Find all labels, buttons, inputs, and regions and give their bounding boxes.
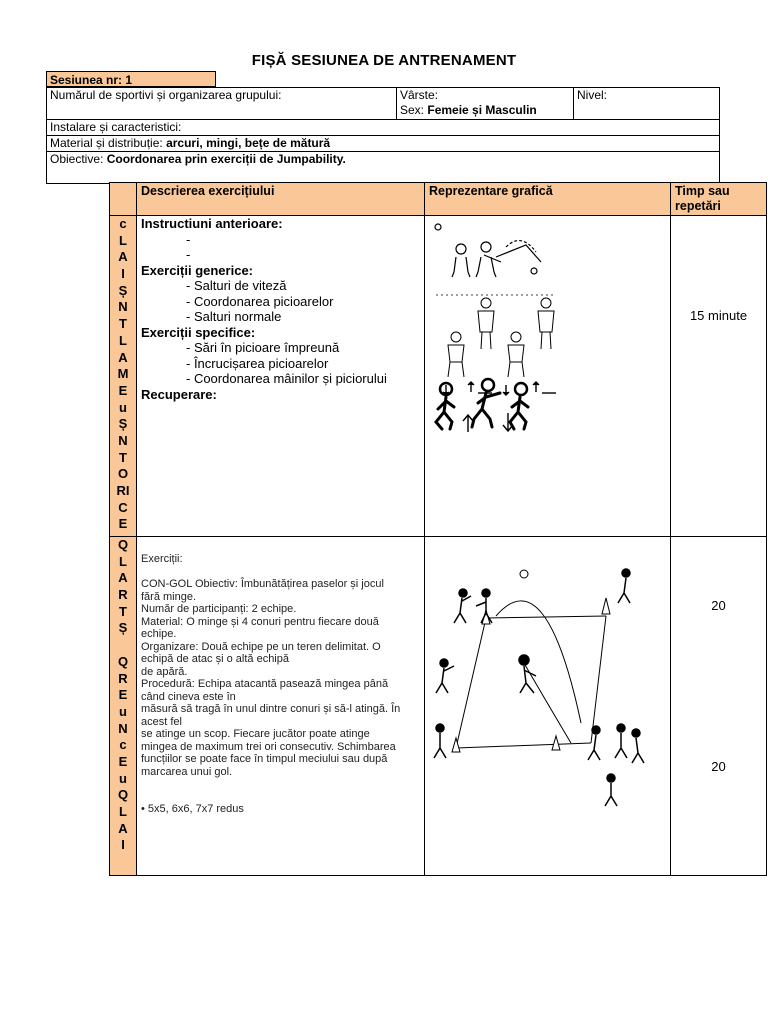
side-letter: R bbox=[118, 670, 128, 686]
description-line: Exerciții: bbox=[141, 553, 183, 565]
row2-lines bbox=[141, 553, 420, 816]
col-description: Descrierea exercițiului bbox=[137, 183, 425, 216]
side-letter: u bbox=[119, 703, 127, 719]
side-letter: M bbox=[117, 366, 129, 382]
row2-description bbox=[137, 537, 425, 876]
side-letter: C bbox=[118, 499, 128, 515]
exercise-table bbox=[109, 182, 767, 876]
material-value: arcuri, mingi, bețe de mătură bbox=[166, 136, 331, 150]
row2-side bbox=[110, 537, 137, 876]
col-graphic: Reprezentare grafică bbox=[425, 183, 671, 216]
row2-side-letters bbox=[110, 537, 136, 854]
description-line: CON-GOL Obiectiv: Îmbunătățirea paselor și jocul bbox=[141, 578, 384, 590]
side-letter: A bbox=[118, 570, 128, 586]
description-line: se atinge un scop. Fiecare jucător poate atinge bbox=[141, 728, 370, 740]
description-line bbox=[141, 791, 420, 804]
side-letter: Ș bbox=[118, 620, 128, 636]
row1-graphic bbox=[425, 216, 671, 537]
row1-description bbox=[137, 216, 425, 537]
prior-item: - bbox=[186, 231, 191, 247]
row1-side-letters bbox=[110, 216, 136, 533]
objective-cell bbox=[47, 152, 720, 184]
level-cell bbox=[574, 88, 720, 120]
specific-item: - Coordonarea mâinilor și piciorului bbox=[186, 371, 387, 386]
material-cell bbox=[47, 136, 720, 152]
description-line: echipă de atac și o altă echipă bbox=[141, 653, 289, 665]
ages-sex-cell bbox=[397, 88, 574, 120]
side-letter: A bbox=[118, 349, 128, 365]
description-line: mingea de maximum trei ori consecutiv. Schimbarea bbox=[141, 740, 396, 753]
description-line: echipe. bbox=[141, 628, 177, 640]
row2-graphic bbox=[425, 537, 671, 876]
description-line: funcțiilor se poate face în timpul meciului sau după bbox=[141, 753, 388, 765]
specific-title: Exerciții specifice: bbox=[141, 324, 256, 340]
description-line bbox=[141, 778, 420, 791]
generic-item: - Salturi de viteză bbox=[186, 278, 287, 293]
side-letter: Q bbox=[117, 653, 129, 669]
con-gol-field-illustration bbox=[426, 538, 669, 874]
side-letter: N bbox=[118, 432, 128, 448]
description-line: marcarea unui gol. bbox=[141, 765, 233, 778]
side-letter: E bbox=[118, 516, 128, 532]
sex-line bbox=[400, 103, 570, 118]
material-label: Material și distribuție: bbox=[50, 136, 163, 150]
side-letter: L bbox=[119, 332, 127, 348]
side-letter: I bbox=[121, 837, 125, 853]
side-letter: Ș bbox=[118, 282, 128, 298]
page-title: FIȘĂ SESIUNEA DE ANTRENAMENT bbox=[251, 52, 517, 69]
recovery-title: Recuperare: bbox=[141, 386, 217, 402]
side-letter: L bbox=[119, 232, 127, 248]
side-letter: T bbox=[119, 603, 127, 619]
side-letter: O bbox=[117, 466, 129, 482]
description-line: • 5x5, 6x6, 7x7 redus bbox=[141, 803, 244, 815]
side-letter: u bbox=[119, 770, 127, 786]
prior-item: - bbox=[186, 247, 191, 262]
specific-item: - Sări în picioare împreună bbox=[186, 340, 340, 355]
row1-time: 15 minute bbox=[671, 216, 767, 537]
install-label: Instalare și caracteristici: bbox=[50, 120, 182, 134]
athletes-label: Numărul de sportivi și organizarea grupului: bbox=[50, 88, 282, 102]
side-letter: c bbox=[119, 737, 127, 753]
side-letter: E bbox=[118, 687, 128, 703]
description-line: Material: O minge și 4 conuri pentru fiecare două bbox=[141, 615, 379, 628]
generic-item: - Coordonarea picioarelor bbox=[186, 293, 334, 309]
description-line: când cineva este în bbox=[141, 690, 236, 703]
col-time: Timp sau repetări bbox=[671, 183, 767, 216]
side-letter: c bbox=[119, 216, 127, 231]
jump-exercise-illustration bbox=[426, 217, 669, 535]
install-cell bbox=[47, 120, 720, 136]
side-letter bbox=[110, 637, 136, 654]
sex-label: Sex: bbox=[400, 103, 425, 117]
side-letter: RI bbox=[116, 483, 130, 498]
row2-time bbox=[671, 537, 767, 876]
header-table bbox=[46, 87, 720, 184]
side-letter: u bbox=[119, 399, 127, 415]
side-letter: Q bbox=[117, 537, 129, 552]
prior-title: Instructiuni anterioare: bbox=[141, 216, 283, 231]
description-line: fără minge. bbox=[141, 590, 197, 603]
side-letter: Ș bbox=[118, 416, 128, 432]
side-letter: A bbox=[118, 249, 128, 265]
row1-side bbox=[110, 216, 137, 537]
ages-label: Vârste: bbox=[400, 88, 439, 102]
description-line: Număr de participanți: 2 echipe. bbox=[141, 603, 297, 615]
objective-label: Obiective: bbox=[50, 152, 104, 166]
side-letter: E bbox=[118, 382, 128, 398]
side-letter: L bbox=[119, 553, 127, 569]
side-letter: T bbox=[119, 449, 127, 465]
side-letter: Q bbox=[117, 787, 129, 803]
sex-value: Femeie și Masculin bbox=[427, 103, 537, 117]
side-letter: T bbox=[119, 316, 127, 332]
description-line: Organizare: Două echipe pe un teren delimitat. O bbox=[141, 640, 381, 653]
level-label: Nivel: bbox=[577, 88, 608, 102]
side-letter: A bbox=[118, 820, 128, 836]
description-line bbox=[141, 566, 420, 579]
description-line: acest fel bbox=[141, 715, 182, 728]
athletes-cell bbox=[47, 88, 397, 120]
description-line: măsură să tragă în unul dintre conuri și să-l atingă. În bbox=[141, 703, 401, 715]
description-line: de apără. bbox=[141, 665, 188, 678]
side-letter: L bbox=[119, 804, 127, 819]
generic-item: - Salturi normale bbox=[186, 309, 282, 324]
side-letter: N bbox=[118, 720, 128, 736]
side-letter: I bbox=[121, 266, 125, 282]
description-line: Procedură: Echipa atacantă pasează mingea până bbox=[141, 678, 389, 690]
objective-value: Coordonarea prin exerciții de Jumpability. bbox=[106, 152, 346, 166]
row2-time-a: 20 bbox=[711, 598, 726, 613]
specific-item: - Încrucișarea picioarelor bbox=[186, 355, 329, 371]
side-letter: E bbox=[118, 753, 128, 769]
session-number: Sesiunea nr: 1 bbox=[46, 71, 216, 87]
generic-title: Exerciții generice: bbox=[141, 262, 253, 278]
side-letter: N bbox=[118, 299, 128, 315]
side-header bbox=[110, 183, 137, 216]
side-letter: R bbox=[118, 587, 128, 603]
row2-time-b: 20 bbox=[711, 759, 726, 774]
